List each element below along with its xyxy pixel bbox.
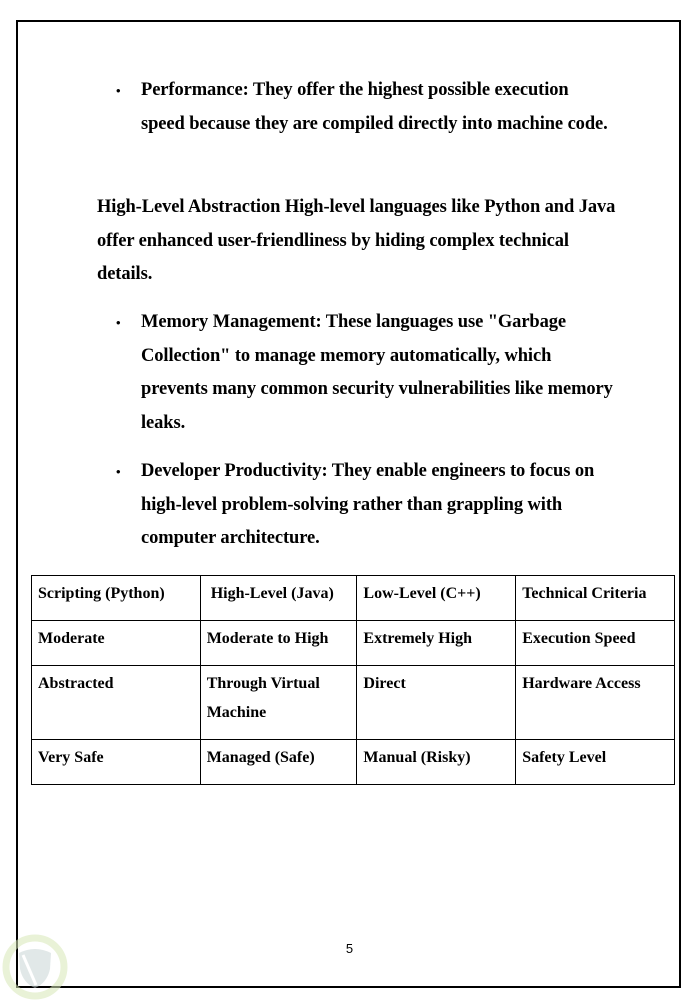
- bullet-icon: •: [116, 315, 121, 330]
- bullet-text: Memory Management: These languages use "Garbage Collection" to manage memory automatically, which prevents many common security vulnerabilities like memory leaks.: [141, 312, 613, 433]
- paragraph-high-level-abstraction: High-Level Abstraction High-level languages like Python and Java offer enhanced user-friendliness by hiding complex technical details.: [97, 197, 616, 284]
- bullet-developer-productivity: [116, 455, 616, 556]
- table-cell: Direct: [357, 666, 516, 740]
- table-cell: Manual (Risky): [357, 740, 516, 785]
- page-number: 5: [345, 941, 354, 956]
- table-cell: Managed (Safe): [200, 740, 357, 785]
- comparison-table: [31, 575, 675, 785]
- bullet-performance: [116, 74, 616, 141]
- table-header-cell: High-Level (Java): [200, 576, 357, 621]
- table-row: [32, 740, 675, 785]
- table-cell: Execution Speed: [516, 621, 675, 666]
- table-cell: Safety Level: [516, 740, 675, 785]
- table-cell: Hardware Access: [516, 666, 675, 740]
- bullet-text: Developer Productivity: They enable engineers to focus on high-level problem-solving rather than grappling with computer architecture.: [141, 461, 595, 548]
- table-row: [32, 621, 675, 666]
- table-header-cell: Technical Criteria: [516, 576, 675, 621]
- table-cell: Moderate: [32, 621, 201, 666]
- table-cell: Extremely High: [357, 621, 516, 666]
- table-row: [32, 666, 675, 740]
- shield-logo-icon: [0, 933, 70, 1000]
- table-header-cell: Scripting (Python): [32, 576, 201, 621]
- bullet-icon: •: [116, 464, 121, 479]
- bullet-text: Performance: They offer the highest possible execution speed because they are compiled directly into machine code.: [141, 80, 608, 134]
- table-cell: Moderate to High: [200, 621, 357, 666]
- bullet-memory-management: [116, 306, 616, 440]
- table-header-cell: Low-Level (C++): [357, 576, 516, 621]
- bullet-icon: •: [116, 83, 121, 98]
- table-cell: Through Virtual Machine: [200, 666, 357, 740]
- table-header-row: [32, 576, 675, 621]
- table-cell: Very Safe: [32, 740, 201, 785]
- table-cell: Abstracted: [32, 666, 201, 740]
